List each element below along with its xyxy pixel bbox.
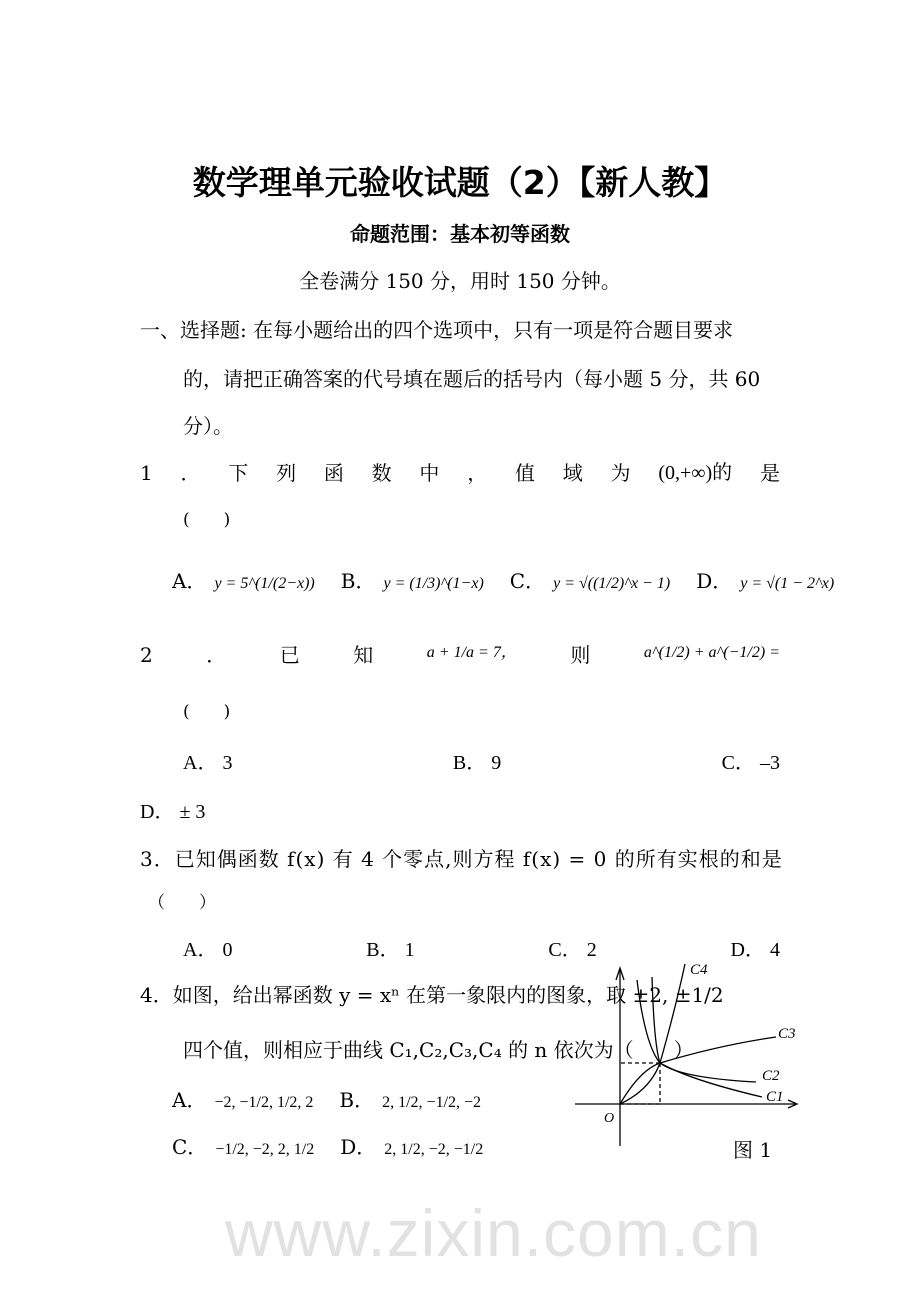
option-a: A． 0 xyxy=(183,939,233,961)
option-a-label: A． xyxy=(172,569,207,593)
option-a-values: −2, −1/2, 1/2, 2 xyxy=(214,1094,314,1111)
question-4: 4．如图，给出幂函数 y = xⁿ 在第一象限内的图象，取 ±2, ±1/2 xyxy=(140,983,724,1007)
word: 则 xyxy=(570,643,591,667)
option-b-formula: y = (1/3)^(1−x) xyxy=(383,575,484,592)
formula: a + 1/a = 7， xyxy=(426,644,517,661)
word: 数 xyxy=(371,461,392,485)
origin-label: O xyxy=(604,1111,615,1126)
question-3: 3．已知偶函数 f(x) 有 4 个零点,则方程 f(x) = 0 的所有实根的和是 xyxy=(140,847,783,871)
option-d: D． 4 xyxy=(730,939,780,961)
section-heading-3: 分）。 xyxy=(183,414,233,438)
option-d-label: D． xyxy=(340,1135,377,1159)
answer-paren: （ ） xyxy=(148,893,216,913)
option-a: A． 3 xyxy=(183,752,233,774)
word: 已 xyxy=(279,643,300,667)
word: 是 xyxy=(759,461,780,485)
word: 值 xyxy=(514,461,535,485)
exam-info: 全卷满分 150 分，用时 150 分钟。 xyxy=(299,269,621,293)
curve-c2 xyxy=(652,977,756,1082)
word: 知 xyxy=(353,643,374,667)
word: 列 xyxy=(276,461,297,485)
q-num: 2 xyxy=(140,643,153,667)
option-b-label: B． xyxy=(340,569,376,593)
label-c4: C4 xyxy=(690,962,708,978)
word: 中 xyxy=(419,461,440,485)
watermark: www.zixin.com.cn xyxy=(225,1196,762,1270)
word: (0,+∞)的 xyxy=(658,462,733,484)
q-num: 1 xyxy=(140,461,153,485)
label-c2: C2 xyxy=(762,1068,780,1084)
section-heading-1: 一、选择题: 在每小题给出的四个选项中，只有一项是符合题目要求 xyxy=(140,318,734,342)
option-b: B． 9 xyxy=(452,752,502,774)
option-d-label: D． xyxy=(696,569,733,593)
word: ， xyxy=(467,461,488,485)
word: 下 xyxy=(228,461,249,485)
option-c-label: C． xyxy=(172,1135,208,1159)
option-d-formula: y = √(1 − 2^x) xyxy=(740,575,835,592)
q1-options xyxy=(172,571,834,592)
figure-caption: 图 1 xyxy=(733,1138,773,1162)
option-c-values: −1/2, −2, 2, 1/2 xyxy=(215,1141,315,1158)
question-2 xyxy=(140,645,780,665)
guide-lines xyxy=(620,1063,660,1104)
option-a-formula: y = 5^(1/(2−x)) xyxy=(214,575,315,592)
option-c-label: C． xyxy=(509,569,546,593)
question-4-cont: 四个值，则相应于曲线 C₁,C₂,C₃,C₄ 的 n 依次为（ ） xyxy=(183,1038,694,1062)
formula: a^(1/2) + a^(−1/2) = xyxy=(643,644,780,661)
word: 函 xyxy=(323,461,344,485)
curve-c3 xyxy=(620,1037,776,1104)
word: 域 xyxy=(562,461,583,485)
word: 为 xyxy=(610,461,631,485)
answer-paren: ( ) xyxy=(183,510,231,530)
question-1 xyxy=(140,463,780,483)
power-function-graph xyxy=(570,960,820,1150)
option-c-formula: y = √((1/2)^x − 1) xyxy=(553,575,671,592)
word: ． xyxy=(206,643,227,667)
q4-options-ab xyxy=(172,1090,481,1111)
section-heading-2: 的，请把正确答案的代号填在题后的括号内（每小题 5 分，共 60 xyxy=(183,367,761,391)
subtitle: 命题范围：基本初等函数 xyxy=(350,222,570,246)
label-c3: C3 xyxy=(778,1026,796,1042)
answer-paren: ( ) xyxy=(183,702,231,722)
q2-options xyxy=(183,753,780,773)
option-b-label: B． xyxy=(339,1088,375,1112)
option-b: B． 1 xyxy=(366,939,415,961)
option-a-label: A． xyxy=(172,1088,207,1112)
option-d-values: 2, 1/2, −2, −1/2 xyxy=(384,1141,484,1158)
q3-options xyxy=(183,940,780,960)
q4-options-cd xyxy=(172,1137,483,1158)
option-b-values: 2, 1/2, −1/2, −2 xyxy=(382,1094,482,1111)
option-c: C． –3 xyxy=(721,752,780,774)
option-d: D． ± 3 xyxy=(140,801,206,823)
word: ． xyxy=(180,461,201,485)
page-title: 数学理单元验收试题（2）【新人教】 xyxy=(192,163,728,202)
label-c1: C1 xyxy=(766,1089,784,1105)
option-c: C． 2 xyxy=(548,939,597,961)
